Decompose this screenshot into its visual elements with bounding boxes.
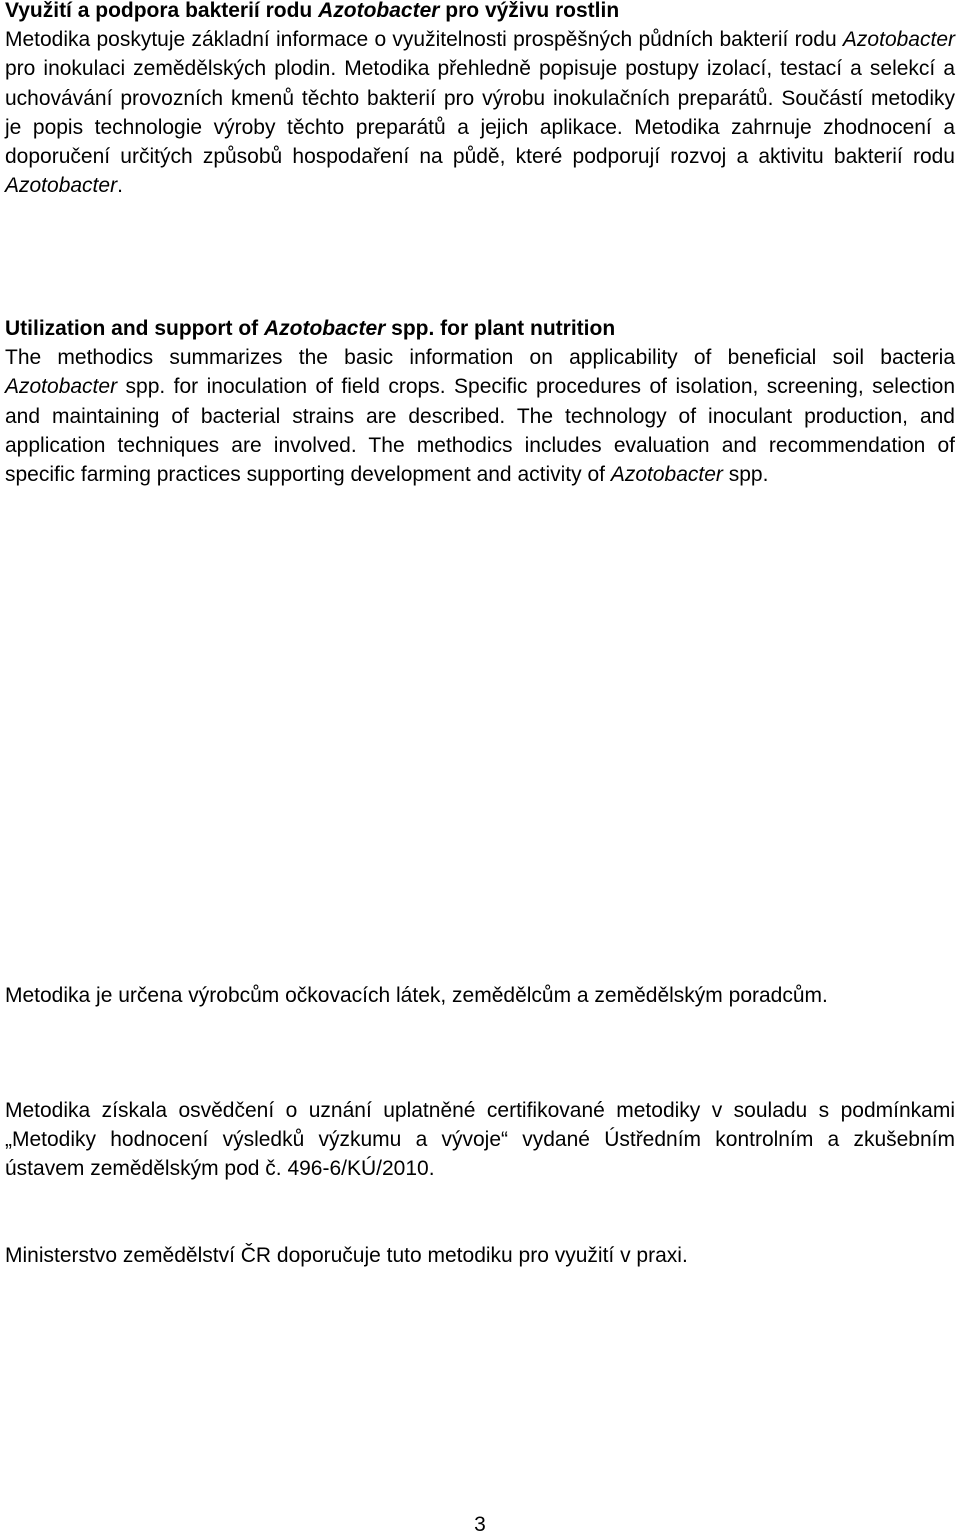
- czech-title-genus: Azotobacter: [318, 0, 440, 22]
- english-title-suffix: spp. for plant nutrition: [385, 317, 616, 340]
- czech-text-genus: Azotobacter: [842, 28, 955, 52]
- czech-title: [5, 0, 955, 25]
- english-text-part-b: spp. for inoculation of field crops. Specific procedures of isolation, screening, selection and maintaining of bacterial strains are described. The technology of inoculant production, and application techniques are involved. The methodics includes evaluation and recommendation of specific farming practices supporting development and activity of: [5, 375, 955, 487]
- czech-text-end: .: [117, 174, 123, 198]
- english-text-genus: Azotobacter: [5, 375, 118, 399]
- czech-text-part-b: pro inokulaci zemědělských plodin. Metodika přehledně popisuje postupy izolací, testací a selekcí a uchovávání provozních kmenů těchto bakterií pro výrobu inokulačních preparátů. Součástí metodiky je popis technologie výroby těchto preparátů a jejich aplikace. Metodika zahrnuje zhodnocení a doporučení určitých způsobů hospodaření na půdě, které podporují rozvoj a aktivitu bakterií rodu: [5, 57, 955, 169]
- czech-abstract-paragraph: [5, 25, 955, 200]
- english-text-genus-end: Azotobacter: [610, 463, 723, 487]
- english-title-genus: Azotobacter: [263, 317, 386, 340]
- certification-statement: Metodika získala osvědčení o uznání uplatněné certifikované metodiky v souladu s podmínkami „Metodiky hodnocení výsledků výzkumu a vývoje“ vydané Ústředním kontrolním a zkušebním ústavem zemědělským pod č. 496-6/KÚ/2010.: [5, 1099, 955, 1181]
- english-abstract-paragraph: [5, 343, 955, 489]
- audience-statement: Metodika je určena výrobcům očkovacích látek, zemědělcům a zemědělským poradcům.: [5, 984, 828, 1007]
- czech-title-suffix: pro výživu rostlin: [439, 0, 620, 22]
- czech-abstract-section: [5, 0, 955, 200]
- english-title-prefix: Utilization and support of: [5, 317, 264, 340]
- czech-text-part-a: Metodika poskytuje základní informace o využitelnosti prospěšných půdních bakterií rodu: [5, 28, 843, 52]
- english-title: [5, 314, 955, 343]
- english-text-end: spp.: [722, 463, 769, 487]
- ministry-recommendation: Ministerstvo zemědělství ČR doporučuje tuto metodiku pro využití v praxi.: [5, 1244, 688, 1267]
- czech-title-prefix: Využití a podpora bakterií rodu: [5, 0, 319, 22]
- english-abstract-section: [5, 314, 955, 489]
- czech-text-genus-end: Azotobacter: [5, 174, 118, 198]
- english-text-part-a: The methodics summarizes the basic information on applicability of beneficial soil bacteria: [5, 346, 955, 370]
- page-number: 3: [474, 1513, 486, 1536]
